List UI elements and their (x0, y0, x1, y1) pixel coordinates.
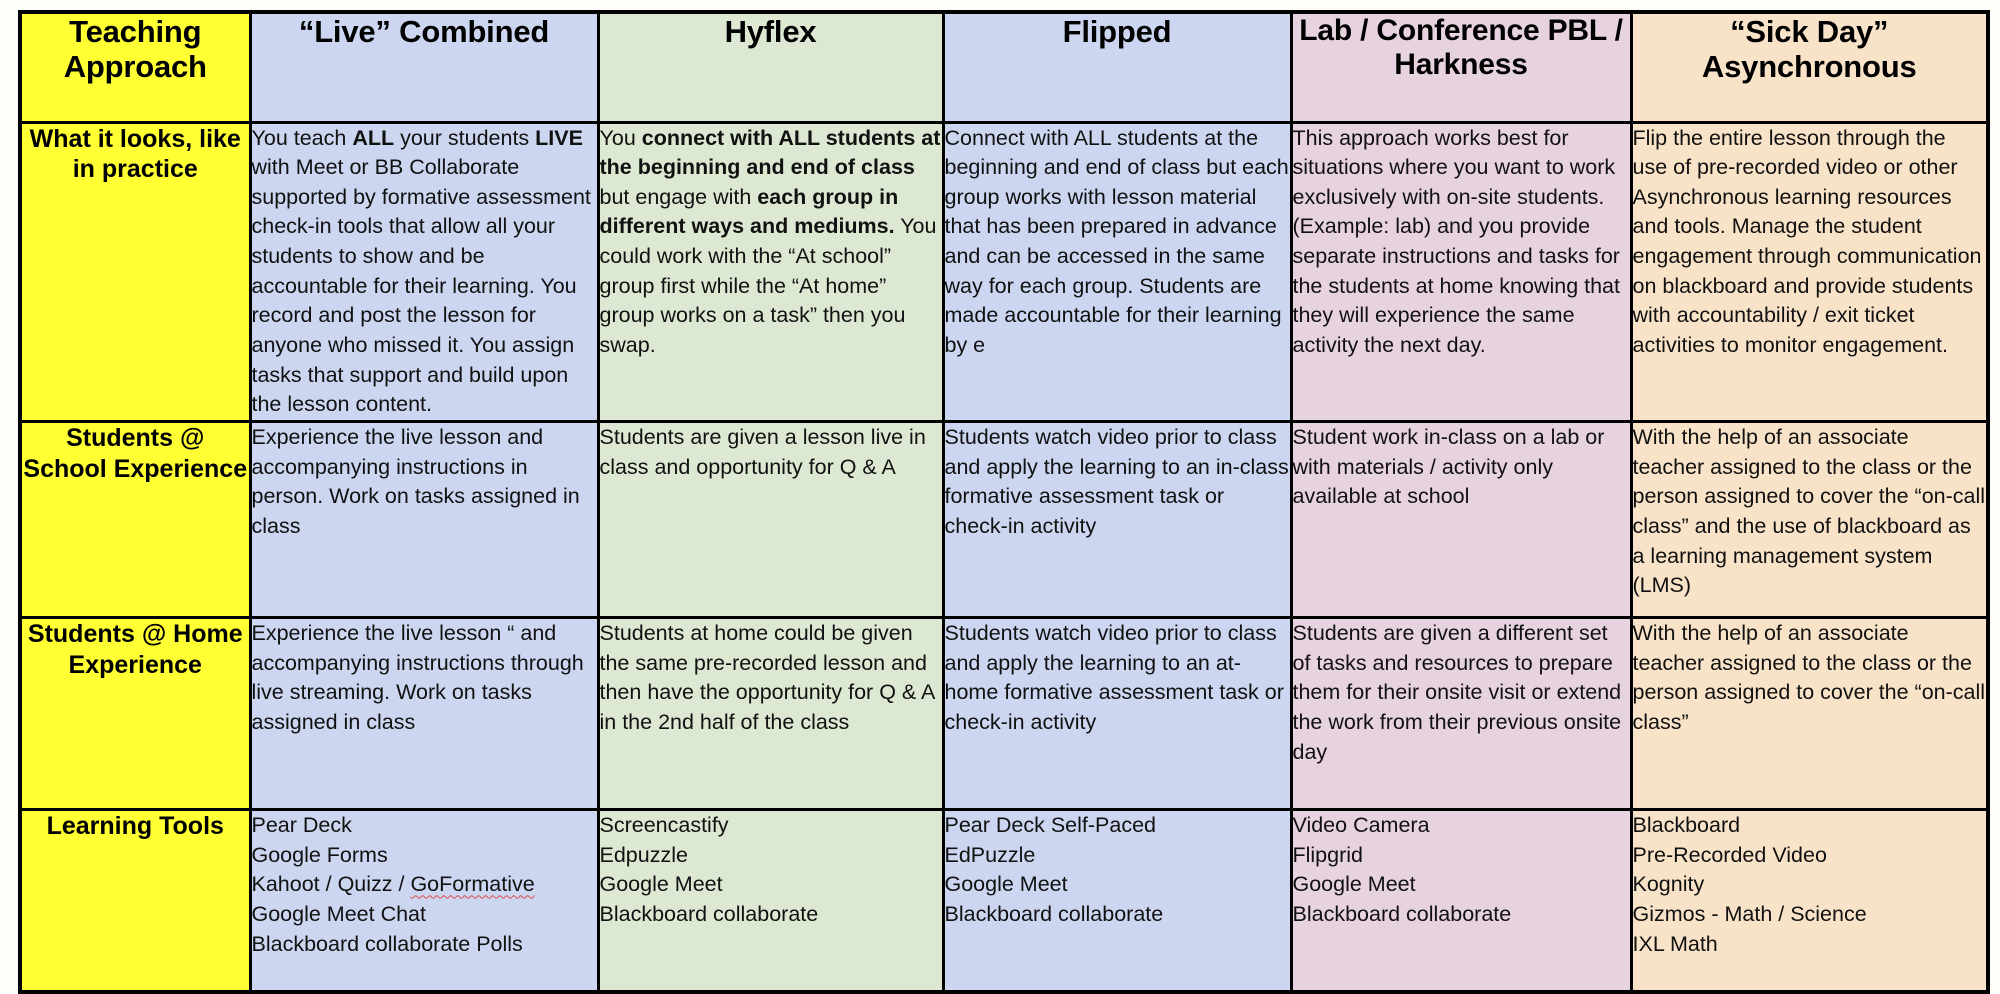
cell-r2-lab (1291, 422, 1631, 618)
rowlabel-students-at-home (20, 618, 250, 810)
header-flipped (943, 12, 1291, 122)
cell-r2-flipped-text: Students watch video prior to class and apply the learning to an in-class formative assessment task or check-in activity (944, 425, 1289, 539)
cell-r3-lab-text: Students are given a different set of tasks and resources to prepare them for their onsite visit or extend the work from their previous onsite day (1292, 621, 1622, 764)
cell-r1-sick-text: Flip the entire lesson through the use of pre-recorded video or other Asynchronous learning resources and tools. Manage the student engagement through communication on blackboard and provide students with accountability / exit ticket activities to monitor engagement. (1632, 125, 1982, 358)
tool-list-item: Pear Deck (251, 813, 352, 838)
header-lab-line1: Lab / Conference (1299, 14, 1540, 47)
cell-r4-flipped (943, 810, 1291, 992)
header-hyflex (598, 12, 943, 122)
cell-r2-hyflex-text: Students are given a lesson live in class and opportunity for Q & A (599, 425, 926, 479)
cell-r3-flipped-text: Students watch video prior to class and apply the learning to an at-home formative assessment task or check-in activity (944, 621, 1284, 735)
tool-list-item: Kahoot / Quizz / GoFormative (251, 872, 535, 897)
tool-list-item: Google Meet (944, 872, 1068, 897)
cell-r3-lab (1291, 618, 1631, 810)
header-teaching-approach-line1: Teaching (69, 14, 202, 49)
header-lab-conference-pbl-harkness (1291, 12, 1631, 122)
tool-list-item: Gizmos - Math / Science (1632, 902, 1867, 927)
table-header-row (20, 12, 1988, 122)
table-row-learning-tools (20, 810, 1988, 992)
tool-list-item: Blackboard (1632, 813, 1741, 838)
cell-r1-flipped-text: Connect with ALL students at the beginning and end of class but each group works with lesson material that has been prepared in advance and can be accessed in the same way for each group. Students are made accountable for their learning by e (944, 125, 1289, 358)
cell-r3-live-text: Experience the live lesson “ and accompanying instructions through live streaming. Work on tasks assigned in class (251, 621, 584, 735)
cell-r4-lab (1291, 810, 1631, 992)
header-flipped-line1: Flipped (1062, 14, 1172, 49)
tool-list-item: Edpuzzle (599, 842, 688, 867)
tool-list-item: Google Meet (1292, 872, 1416, 897)
tool-list-item: Google Meet Chat (251, 902, 426, 927)
rowlabel-students-at-school (20, 422, 250, 618)
header-sick-day-line1: “Sick Day” (1730, 14, 1889, 49)
cell-r3-flipped (943, 618, 1291, 810)
cell-r1-sick (1631, 122, 1988, 422)
rowlabel-line1: Students (66, 424, 174, 453)
tool-list-live (252, 811, 597, 959)
rowlabel-learning-tools (20, 810, 250, 992)
rowlabel-line2: like in practice (72, 124, 241, 183)
cell-r3-sick-text: With the help of an associate teacher assigned to the class or the person assigned to cover the “on-call class” (1632, 621, 1986, 735)
table-row-what-it-looks-like (20, 122, 1988, 422)
tool-list-item: Screencastify (599, 813, 729, 838)
tool-list-item: Pre-Recorded Video (1632, 842, 1827, 867)
cell-r2-flipped (943, 422, 1291, 618)
tool-list-item: Blackboard collaborate (1292, 902, 1512, 927)
cell-r2-sick (1631, 422, 1988, 618)
cell-r3-live (250, 618, 598, 810)
rowlabel-line3: Experience (113, 454, 248, 483)
cell-r1-live (250, 122, 598, 422)
rowlabel-line2: @ School (23, 424, 205, 483)
tool-list-item: IXL Math (1632, 931, 1718, 956)
tool-list-lab (1293, 811, 1630, 930)
header-sick-day-asynchronous (1631, 12, 1988, 122)
cell-r1-lab (1291, 122, 1631, 422)
header-sick-day-line2: Asynchronous (1701, 49, 1917, 85)
tool-list-hyflex (600, 811, 942, 930)
tool-list-item: Blackboard collaborate (599, 902, 819, 927)
tool-list-item: Kognity (1632, 872, 1705, 897)
cell-r4-sick (1631, 810, 1988, 992)
header-teaching-approach-line2: Approach (63, 49, 207, 85)
rowlabel-line3: Experience (68, 650, 202, 679)
cell-r2-hyflex (598, 422, 943, 618)
tool-list-item: EdPuzzle (944, 842, 1036, 867)
tool-list-item: Blackboard collaborate Polls (251, 931, 523, 956)
cell-r1-hyflex-text: You connect with ALL students at the beginning and end of class but engage with each group in different ways and mediums. You could work with the “At school” group first while the “At home” group works on a task” then you swap. (599, 125, 941, 358)
spellcheck-underline: GoFormative (410, 872, 535, 897)
rowlabel-line1: What it looks, (29, 124, 193, 153)
table-row-students-at-home (20, 618, 1988, 810)
cell-r3-hyflex-text: Students at home could be given the same pre-recorded lesson and then have the opportunity for Q & A in the 2nd half of the class (599, 621, 935, 735)
cell-r2-sick-text: With the help of an associate teacher assigned to the class or the person assigned to cover the “on-call class” and the use of blackboard as a learning management system (LMS) (1632, 425, 1986, 598)
rowlabel-line2: Tools (159, 812, 224, 841)
tool-list-item: Google Forms (251, 842, 388, 867)
tool-list-item: Google Meet (599, 872, 723, 897)
header-hyflex-line1: Hyflex (724, 14, 817, 49)
cell-r1-live-text: You teach ALL your students LIVE with Meet or BB Collaborate supported by formative assessment check-in tools that allow all your students to show and be accountable for their learning. You record and post the lesson for anyone who missed it. You assign tasks that support and build upon the lesson content. (251, 125, 591, 417)
tool-list-item: Flipgrid (1292, 842, 1363, 867)
rowlabel-line1: Students (27, 620, 135, 649)
rowlabel-line2: @ Home (141, 620, 243, 649)
cell-r1-flipped (943, 122, 1291, 422)
header-live-combined-line1: “Live” (298, 14, 391, 49)
cell-r4-live (250, 810, 598, 992)
teaching-approach-matrix (18, 10, 1990, 994)
tool-list-item: Video Camera (1292, 813, 1430, 838)
cell-r1-lab-text: This approach works best for situations where you want to work exclusively with on-site students. (Example: lab) and you provide separate instructions and tasks for the students at home knowing that they will experience the same activity the next day. (1292, 125, 1620, 358)
cell-r3-hyflex (598, 618, 943, 810)
tool-list-item: Pear Deck Self-Paced (944, 813, 1157, 838)
cell-r1-hyflex (598, 122, 943, 422)
cell-r2-live (250, 422, 598, 618)
tool-list-sick (1633, 811, 1987, 959)
rowlabel-line1: Learning (46, 812, 153, 841)
cell-r4-hyflex (598, 810, 943, 992)
header-lab-line2: PBL / Harkness (1394, 14, 1623, 82)
table-row-students-at-school (20, 422, 1988, 618)
header-live-combined-line2: Combined (399, 14, 550, 49)
header-live-combined (250, 12, 598, 122)
header-teaching-approach (20, 12, 250, 122)
tool-list-flipped (945, 811, 1290, 930)
cell-r2-live-text: Experience the live lesson and accompanying instructions in person. Work on tasks assigned in class (251, 425, 580, 539)
tool-list-item: Blackboard collaborate (944, 902, 1164, 927)
rowlabel-what-it-looks-like (20, 122, 250, 422)
cell-r2-lab-text: Student work in-class on a lab or with materials / activity only available at school (1292, 425, 1605, 509)
cell-r3-sick (1631, 618, 1988, 810)
